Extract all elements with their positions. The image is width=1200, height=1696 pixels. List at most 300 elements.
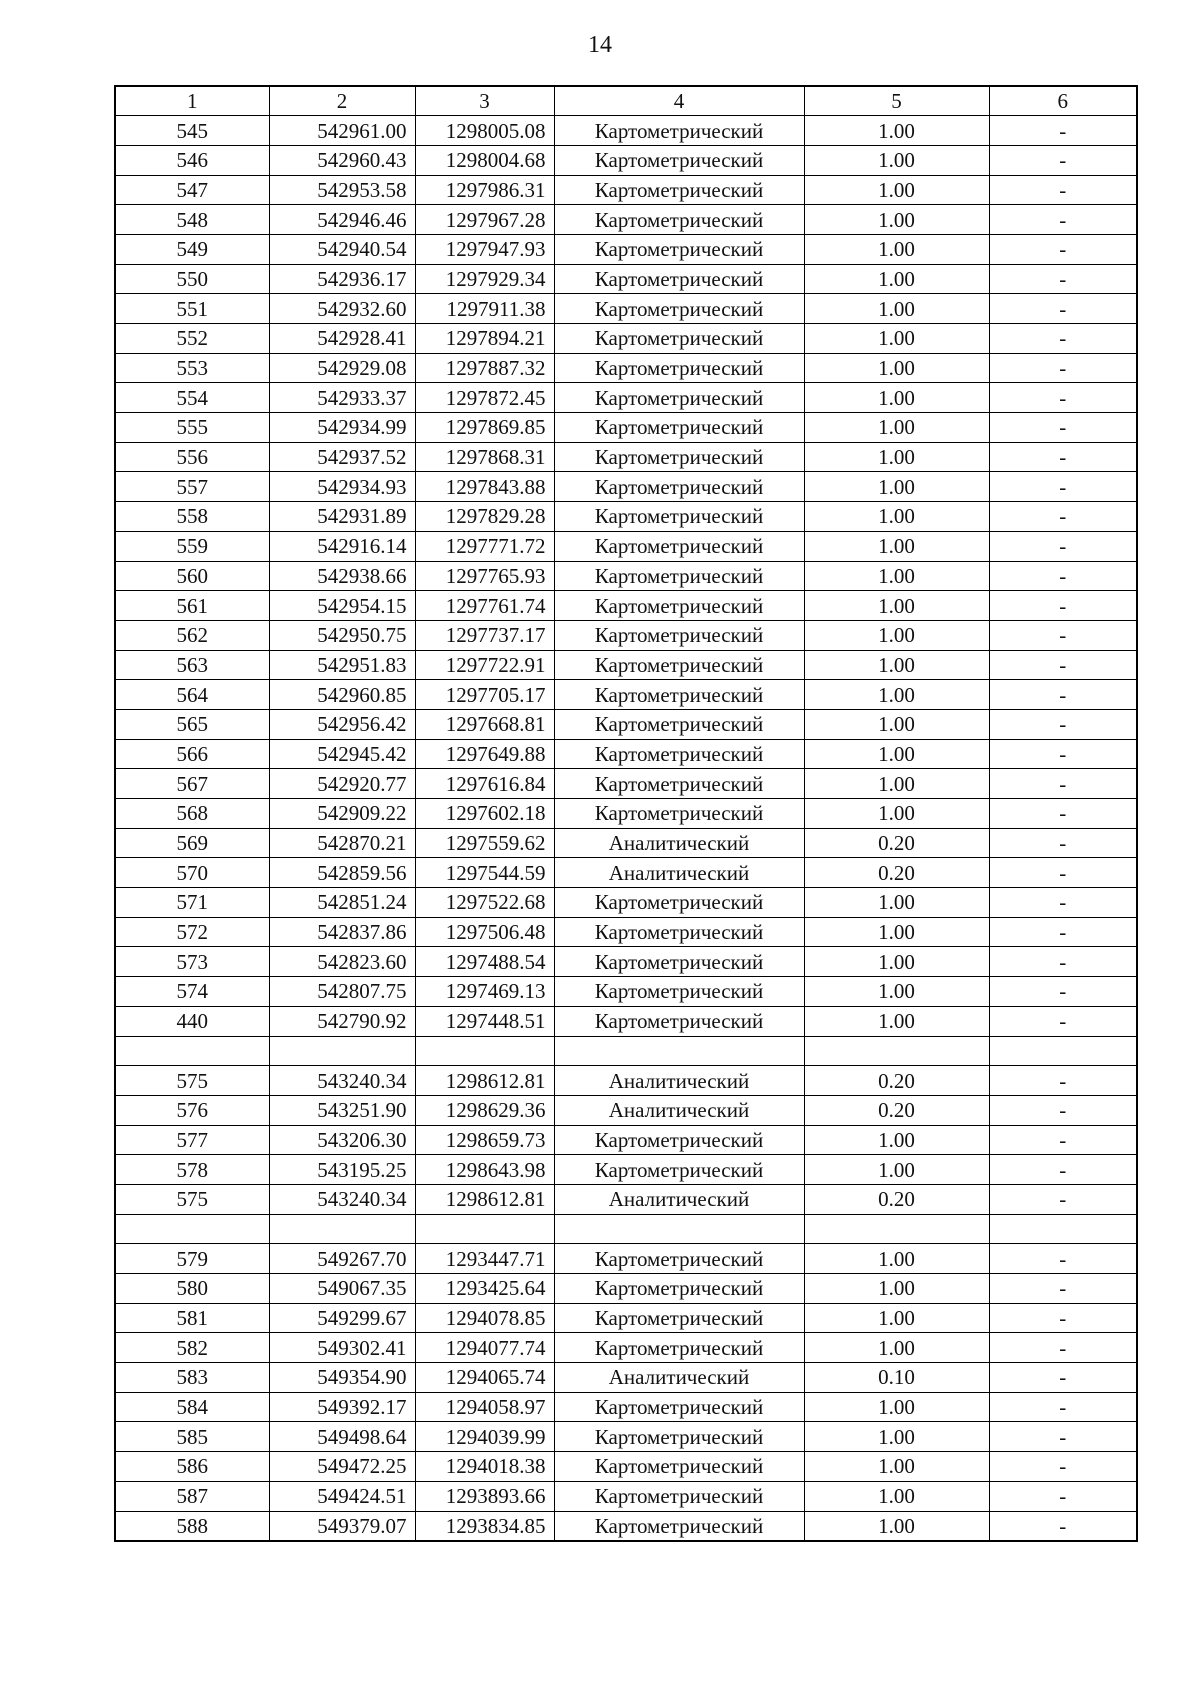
x-coordinate-cell: 542951.83 [269, 650, 415, 680]
point-number-cell: 440 [115, 1006, 269, 1036]
method-cell: Картометрический [554, 1006, 804, 1036]
y-coordinate-cell: 1294039.99 [415, 1422, 554, 1452]
y-coordinate-cell: 1297894.21 [415, 324, 554, 354]
x-coordinate-cell: 542837.86 [269, 917, 415, 947]
accuracy-cell: 1.00 [804, 442, 989, 472]
table-row [115, 1303, 1137, 1333]
method-cell: Аналитический [554, 1095, 804, 1125]
y-coordinate-cell: 1297771.72 [415, 531, 554, 561]
accuracy-cell: 1.00 [804, 116, 989, 146]
page-number: 14 [588, 32, 612, 58]
table-body [115, 86, 1137, 1541]
point-number-cell: 571 [115, 888, 269, 918]
accuracy-cell [804, 1036, 989, 1066]
method-cell: Аналитический [554, 1363, 804, 1393]
accuracy-cell: 0.20 [804, 828, 989, 858]
note-cell: - [989, 769, 1137, 799]
x-coordinate-cell: 542961.00 [269, 116, 415, 146]
x-coordinate-cell: 542916.14 [269, 531, 415, 561]
table-row [115, 1214, 1137, 1244]
y-coordinate-cell: 1297911.38 [415, 294, 554, 324]
table-row [115, 502, 1137, 532]
method-cell: Картометрический [554, 353, 804, 383]
y-coordinate-cell: 1298659.73 [415, 1125, 554, 1155]
note-cell: - [989, 917, 1137, 947]
table-row [115, 1363, 1137, 1393]
note-cell: - [989, 799, 1137, 829]
x-coordinate-cell: 549392.17 [269, 1392, 415, 1422]
y-coordinate-cell: 1297559.62 [415, 828, 554, 858]
accuracy-cell: 1.00 [804, 353, 989, 383]
accuracy-cell: 1.00 [804, 413, 989, 443]
accuracy-cell: 1.00 [804, 234, 989, 264]
table-row [115, 620, 1137, 650]
x-coordinate-cell: 543240.34 [269, 1066, 415, 1096]
x-coordinate-cell: 542859.56 [269, 858, 415, 888]
table-row [115, 917, 1137, 947]
note-cell: - [989, 1363, 1137, 1393]
table-row [115, 442, 1137, 472]
y-coordinate-cell: 1297469.13 [415, 977, 554, 1007]
y-coordinate-cell: 1293893.66 [415, 1481, 554, 1511]
point-number-cell: 580 [115, 1274, 269, 1304]
accuracy-cell: 1.00 [804, 145, 989, 175]
note-cell: - [989, 620, 1137, 650]
accuracy-cell: 1.00 [804, 1006, 989, 1036]
y-coordinate-cell: 1298004.68 [415, 145, 554, 175]
accuracy-cell: 1.00 [804, 977, 989, 1007]
method-cell: Аналитический [554, 1184, 804, 1214]
accuracy-cell: 0.20 [804, 1095, 989, 1125]
point-number-cell [115, 1214, 269, 1244]
y-coordinate-cell: 1294065.74 [415, 1363, 554, 1393]
method-cell: Картометрический [554, 709, 804, 739]
column-header-6: 6 [989, 86, 1137, 116]
x-coordinate-cell: 542956.42 [269, 709, 415, 739]
x-coordinate-cell: 549267.70 [269, 1244, 415, 1274]
point-number-cell: 587 [115, 1481, 269, 1511]
point-number-cell: 570 [115, 858, 269, 888]
table-row [115, 828, 1137, 858]
note-cell: - [989, 1006, 1137, 1036]
point-number-cell: 567 [115, 769, 269, 799]
note-cell: - [989, 1066, 1137, 1096]
y-coordinate-cell [415, 1214, 554, 1244]
table-row [115, 739, 1137, 769]
note-cell: - [989, 175, 1137, 205]
method-cell: Картометрический [554, 1392, 804, 1422]
method-cell: Картометрический [554, 947, 804, 977]
point-number-cell: 575 [115, 1066, 269, 1096]
point-number-cell: 565 [115, 709, 269, 739]
method-cell: Картометрический [554, 917, 804, 947]
table-row [115, 888, 1137, 918]
y-coordinate-cell: 1297448.51 [415, 1006, 554, 1036]
point-number-cell: 549 [115, 234, 269, 264]
method-cell: Картометрический [554, 591, 804, 621]
table-row [115, 264, 1137, 294]
note-cell: - [989, 561, 1137, 591]
table-row [115, 116, 1137, 146]
table-row [115, 1452, 1137, 1482]
point-number-cell: 559 [115, 531, 269, 561]
point-number-cell: 564 [115, 680, 269, 710]
method-cell: Картометрический [554, 650, 804, 680]
note-cell: - [989, 353, 1137, 383]
method-cell: Картометрический [554, 234, 804, 264]
point-number-cell: 586 [115, 1452, 269, 1482]
accuracy-cell: 1.00 [804, 1422, 989, 1452]
table-row [115, 561, 1137, 591]
method-cell: Картометрический [554, 383, 804, 413]
accuracy-cell: 0.20 [804, 1066, 989, 1096]
y-coordinate-cell: 1297488.54 [415, 947, 554, 977]
method-cell: Картометрический [554, 116, 804, 146]
note-cell: - [989, 531, 1137, 561]
accuracy-cell [804, 1214, 989, 1244]
accuracy-cell: 1.00 [804, 472, 989, 502]
note-cell: - [989, 828, 1137, 858]
point-number-cell: 555 [115, 413, 269, 443]
y-coordinate-cell: 1293447.71 [415, 1244, 554, 1274]
table-row [115, 1095, 1137, 1125]
point-number-cell: 572 [115, 917, 269, 947]
y-coordinate-cell: 1297967.28 [415, 205, 554, 235]
y-coordinate-cell: 1294058.97 [415, 1392, 554, 1422]
x-coordinate-cell: 542960.85 [269, 680, 415, 710]
coordinates-table [114, 85, 1138, 1542]
note-cell: - [989, 1511, 1137, 1541]
note-cell: - [989, 858, 1137, 888]
method-cell: Картометрический [554, 680, 804, 710]
point-number-cell: 584 [115, 1392, 269, 1422]
point-number-cell: 576 [115, 1095, 269, 1125]
accuracy-cell: 1.00 [804, 1481, 989, 1511]
x-coordinate-cell: 542945.42 [269, 739, 415, 769]
y-coordinate-cell: 1297522.68 [415, 888, 554, 918]
table-row [115, 1155, 1137, 1185]
point-number-cell: 566 [115, 739, 269, 769]
note-cell [989, 1036, 1137, 1066]
x-coordinate-cell: 542953.58 [269, 175, 415, 205]
point-number-cell: 574 [115, 977, 269, 1007]
point-number-cell: 581 [115, 1303, 269, 1333]
accuracy-cell: 1.00 [804, 531, 989, 561]
point-number-cell: 583 [115, 1363, 269, 1393]
note-cell: - [989, 472, 1137, 502]
note-cell: - [989, 442, 1137, 472]
y-coordinate-cell: 1293425.64 [415, 1274, 554, 1304]
method-cell: Картометрический [554, 1274, 804, 1304]
accuracy-cell: 1.00 [804, 1274, 989, 1304]
point-number-cell: 546 [115, 145, 269, 175]
accuracy-cell: 1.00 [804, 620, 989, 650]
point-number-cell: 545 [115, 116, 269, 146]
method-cell: Аналитический [554, 1066, 804, 1096]
method-cell: Картометрический [554, 175, 804, 205]
x-coordinate-cell: 549379.07 [269, 1511, 415, 1541]
accuracy-cell: 1.00 [804, 888, 989, 918]
x-coordinate-cell: 542929.08 [269, 353, 415, 383]
y-coordinate-cell: 1297668.81 [415, 709, 554, 739]
table-row [115, 1481, 1137, 1511]
accuracy-cell: 1.00 [804, 1155, 989, 1185]
note-cell: - [989, 947, 1137, 977]
note-cell: - [989, 650, 1137, 680]
x-coordinate-cell: 542928.41 [269, 324, 415, 354]
table-row [115, 1333, 1137, 1363]
accuracy-cell: 1.00 [804, 1125, 989, 1155]
y-coordinate-cell: 1297761.74 [415, 591, 554, 621]
column-header-2: 2 [269, 86, 415, 116]
accuracy-cell: 1.00 [804, 175, 989, 205]
note-cell: - [989, 1333, 1137, 1363]
method-cell: Картометрический [554, 264, 804, 294]
x-coordinate-cell: 542851.24 [269, 888, 415, 918]
accuracy-cell: 1.00 [804, 947, 989, 977]
table-row [115, 353, 1137, 383]
x-coordinate-cell: 542807.75 [269, 977, 415, 1007]
point-number-cell: 588 [115, 1511, 269, 1541]
accuracy-cell: 1.00 [804, 324, 989, 354]
note-cell: - [989, 145, 1137, 175]
accuracy-cell: 0.20 [804, 1184, 989, 1214]
method-cell: Картометрический [554, 442, 804, 472]
accuracy-cell: 1.00 [804, 1511, 989, 1541]
note-cell: - [989, 1184, 1137, 1214]
accuracy-cell: 1.00 [804, 799, 989, 829]
x-coordinate-cell: 542954.15 [269, 591, 415, 621]
note-cell: - [989, 739, 1137, 769]
table-row [115, 1422, 1137, 1452]
accuracy-cell: 1.00 [804, 1244, 989, 1274]
point-number-cell: 569 [115, 828, 269, 858]
accuracy-cell: 1.00 [804, 1333, 989, 1363]
x-coordinate-cell: 542940.54 [269, 234, 415, 264]
table-row [115, 769, 1137, 799]
accuracy-cell: 0.10 [804, 1363, 989, 1393]
x-coordinate-cell: 542936.17 [269, 264, 415, 294]
y-coordinate-cell: 1294077.74 [415, 1333, 554, 1363]
y-coordinate-cell: 1297868.31 [415, 442, 554, 472]
accuracy-cell: 1.00 [804, 650, 989, 680]
table-row [115, 383, 1137, 413]
table-row [115, 1184, 1137, 1214]
table-row [115, 413, 1137, 443]
table-row [115, 175, 1137, 205]
point-number-cell: 550 [115, 264, 269, 294]
method-cell: Картометрический [554, 531, 804, 561]
table-row [115, 591, 1137, 621]
table-header-row [115, 86, 1137, 116]
note-cell: - [989, 1481, 1137, 1511]
table-row [115, 1006, 1137, 1036]
point-number-cell: 558 [115, 502, 269, 532]
x-coordinate-cell: 542931.89 [269, 502, 415, 532]
point-number-cell: 573 [115, 947, 269, 977]
point-number-cell: 548 [115, 205, 269, 235]
y-coordinate-cell: 1297869.85 [415, 413, 554, 443]
note-cell: - [989, 591, 1137, 621]
x-coordinate-cell: 542937.52 [269, 442, 415, 472]
y-coordinate-cell: 1297649.88 [415, 739, 554, 769]
y-coordinate-cell: 1297947.93 [415, 234, 554, 264]
x-coordinate-cell: 542960.43 [269, 145, 415, 175]
table-row [115, 650, 1137, 680]
accuracy-cell: 1.00 [804, 502, 989, 532]
accuracy-cell: 0.20 [804, 858, 989, 888]
point-number-cell: 556 [115, 442, 269, 472]
x-coordinate-cell: 543251.90 [269, 1095, 415, 1125]
method-cell: Картометрический [554, 977, 804, 1007]
point-number-cell: 577 [115, 1125, 269, 1155]
table-row [115, 294, 1137, 324]
y-coordinate-cell: 1298612.81 [415, 1184, 554, 1214]
point-number-cell: 551 [115, 294, 269, 324]
point-number-cell: 557 [115, 472, 269, 502]
accuracy-cell: 1.00 [804, 591, 989, 621]
accuracy-cell: 1.00 [804, 561, 989, 591]
table-row [115, 709, 1137, 739]
method-cell: Картометрический [554, 1125, 804, 1155]
y-coordinate-cell: 1297765.93 [415, 561, 554, 591]
method-cell: Картометрический [554, 502, 804, 532]
point-number-cell: 568 [115, 799, 269, 829]
method-cell: Картометрический [554, 769, 804, 799]
method-cell: Картометрический [554, 472, 804, 502]
accuracy-cell: 1.00 [804, 264, 989, 294]
column-header-5: 5 [804, 86, 989, 116]
x-coordinate-cell: 542933.37 [269, 383, 415, 413]
accuracy-cell: 1.00 [804, 205, 989, 235]
note-cell: - [989, 116, 1137, 146]
table-row [115, 1511, 1137, 1541]
y-coordinate-cell: 1293834.85 [415, 1511, 554, 1541]
table-row [115, 947, 1137, 977]
y-coordinate-cell: 1294018.38 [415, 1452, 554, 1482]
method-cell: Картометрический [554, 620, 804, 650]
note-cell: - [989, 234, 1137, 264]
note-cell: - [989, 205, 1137, 235]
x-coordinate-cell: 542870.21 [269, 828, 415, 858]
method-cell: Картометрический [554, 1333, 804, 1363]
table-row [115, 1274, 1137, 1304]
method-cell: Картометрический [554, 799, 804, 829]
accuracy-cell: 1.00 [804, 383, 989, 413]
note-cell: - [989, 1452, 1137, 1482]
method-cell: Картометрический [554, 1511, 804, 1541]
x-coordinate-cell: 543206.30 [269, 1125, 415, 1155]
y-coordinate-cell: 1298629.36 [415, 1095, 554, 1125]
note-cell: - [989, 1422, 1137, 1452]
y-coordinate-cell: 1297829.28 [415, 502, 554, 532]
accuracy-cell: 1.00 [804, 1303, 989, 1333]
y-coordinate-cell: 1297986.31 [415, 175, 554, 205]
x-coordinate-cell: 542823.60 [269, 947, 415, 977]
note-cell: - [989, 383, 1137, 413]
point-number-cell: 552 [115, 324, 269, 354]
table-row [115, 858, 1137, 888]
point-number-cell: 562 [115, 620, 269, 650]
x-coordinate-cell: 543240.34 [269, 1184, 415, 1214]
method-cell: Картометрический [554, 324, 804, 354]
x-coordinate-cell: 549424.51 [269, 1481, 415, 1511]
point-number-cell: 547 [115, 175, 269, 205]
x-coordinate-cell: 549067.35 [269, 1274, 415, 1304]
y-coordinate-cell: 1297887.32 [415, 353, 554, 383]
accuracy-cell: 1.00 [804, 1452, 989, 1482]
note-cell: - [989, 680, 1137, 710]
y-coordinate-cell: 1297872.45 [415, 383, 554, 413]
point-number-cell: 563 [115, 650, 269, 680]
accuracy-cell: 1.00 [804, 294, 989, 324]
note-cell [989, 1214, 1137, 1244]
note-cell: - [989, 502, 1137, 532]
y-coordinate-cell: 1297616.84 [415, 769, 554, 799]
method-cell: Картометрический [554, 294, 804, 324]
method-cell: Картометрический [554, 1303, 804, 1333]
note-cell: - [989, 1244, 1137, 1274]
note-cell: - [989, 264, 1137, 294]
x-coordinate-cell: 549498.64 [269, 1422, 415, 1452]
y-coordinate-cell: 1297843.88 [415, 472, 554, 502]
point-number-cell: 560 [115, 561, 269, 591]
method-cell: Картометрический [554, 561, 804, 591]
x-coordinate-cell: 542938.66 [269, 561, 415, 591]
table-row [115, 234, 1137, 264]
accuracy-cell: 1.00 [804, 1392, 989, 1422]
accuracy-cell: 1.00 [804, 680, 989, 710]
note-cell: - [989, 1155, 1137, 1185]
table-row [115, 205, 1137, 235]
note-cell: - [989, 1303, 1137, 1333]
y-coordinate-cell: 1298005.08 [415, 116, 554, 146]
method-cell: Аналитический [554, 858, 804, 888]
point-number-cell: 561 [115, 591, 269, 621]
y-coordinate-cell: 1297722.91 [415, 650, 554, 680]
y-coordinate-cell [415, 1036, 554, 1066]
note-cell: - [989, 977, 1137, 1007]
accuracy-cell: 1.00 [804, 739, 989, 769]
table-row [115, 1392, 1137, 1422]
method-cell: Картометрический [554, 739, 804, 769]
column-header-1: 1 [115, 86, 269, 116]
x-coordinate-cell: 549299.67 [269, 1303, 415, 1333]
method-cell: Картометрический [554, 1481, 804, 1511]
table-row [115, 472, 1137, 502]
method-cell: Картометрический [554, 1244, 804, 1274]
column-header-3: 3 [415, 86, 554, 116]
table-row [115, 145, 1137, 175]
x-coordinate-cell: 542950.75 [269, 620, 415, 650]
table-row [115, 1066, 1137, 1096]
method-cell: Аналитический [554, 828, 804, 858]
method-cell: Картометрический [554, 413, 804, 443]
note-cell: - [989, 1392, 1137, 1422]
x-coordinate-cell: 542946.46 [269, 205, 415, 235]
note-cell: - [989, 709, 1137, 739]
method-cell: Картометрический [554, 1452, 804, 1482]
table-row [115, 1125, 1137, 1155]
x-coordinate-cell: 542934.99 [269, 413, 415, 443]
x-coordinate-cell: 542909.22 [269, 799, 415, 829]
point-number-cell: 585 [115, 1422, 269, 1452]
table-row [115, 680, 1137, 710]
method-cell: Картометрический [554, 1155, 804, 1185]
accuracy-cell: 1.00 [804, 709, 989, 739]
method-cell: Картометрический [554, 1422, 804, 1452]
x-coordinate-cell: 542932.60 [269, 294, 415, 324]
